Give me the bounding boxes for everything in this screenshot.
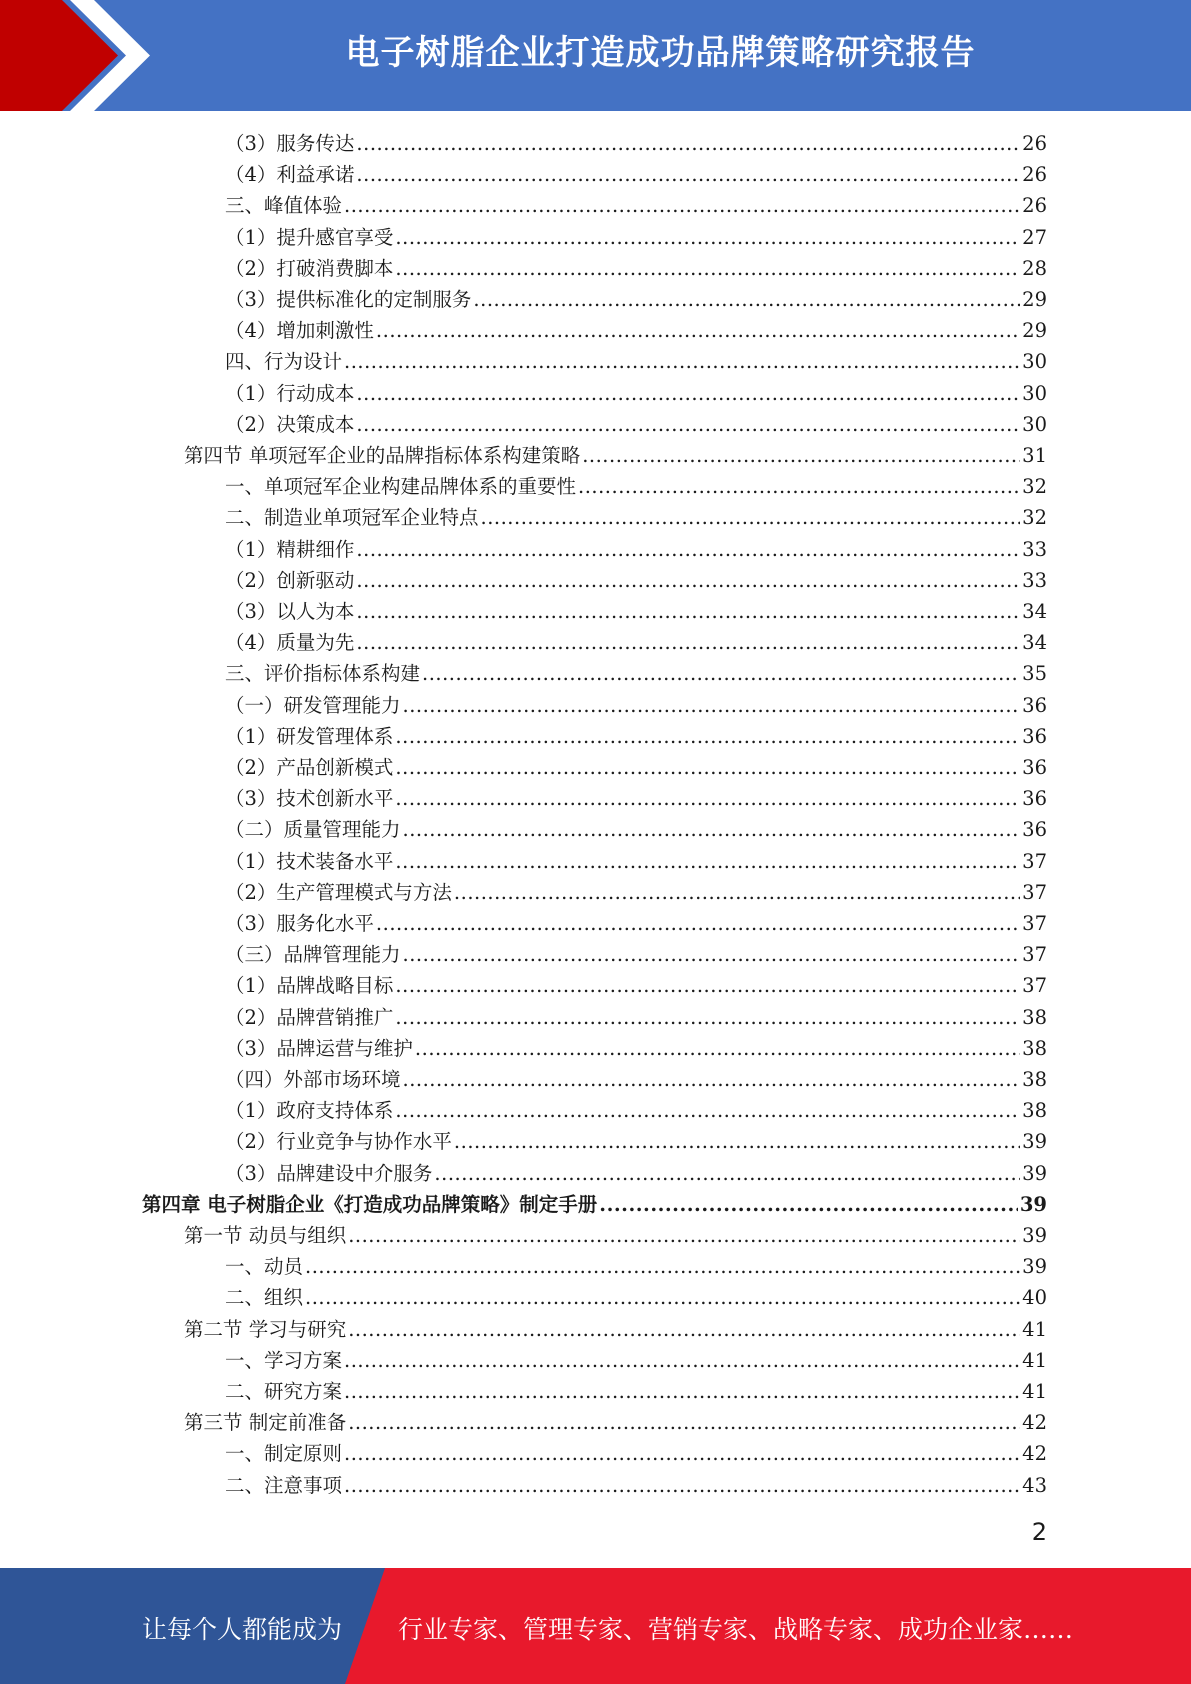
toc-entry[interactable]	[184, 439, 1047, 470]
toc-entry-label: （3）提供标准化的定制服务	[225, 288, 472, 311]
toc-leader-dots	[403, 692, 1021, 720]
toc-entry-label: （2）决策成本	[225, 412, 355, 436]
toc-entry[interactable]	[225, 1281, 1047, 1312]
toc-entry-label: （2）生产管理模式与方法	[225, 880, 452, 904]
toc-entry-label: （1）提升感官享受	[225, 225, 394, 249]
toc-entry[interactable]	[225, 564, 1047, 595]
toc-entry-label: 二、研究方案	[225, 1380, 343, 1403]
toc-entry[interactable]	[225, 1063, 1047, 1094]
toc-leader-dots	[395, 255, 1020, 283]
toc-entry[interactable]	[225, 252, 1047, 283]
toc-leader-dots	[395, 1097, 1020, 1125]
toc-entry-page: 39	[1019, 1192, 1047, 1216]
page-number: 2	[1031, 1518, 1047, 1546]
toc-entry-label: （1）政府支持体系	[225, 1099, 394, 1123]
toc-entry-page: 28	[1022, 256, 1047, 280]
header-arrow-decoration	[0, 0, 150, 111]
toc-leader-dots	[395, 224, 1020, 252]
toc-entry-page: 32	[1022, 475, 1047, 499]
toc-entry[interactable]	[225, 1032, 1047, 1063]
toc-leader-dots	[582, 442, 1020, 470]
footer-slogan-left: 让每个人都能成为	[142, 1615, 343, 1644]
toc-leader-dots	[356, 598, 1020, 626]
toc-leader-dots	[356, 536, 1020, 564]
toc-entry-label: 三、评价指标体系构建	[225, 662, 421, 686]
toc-entry[interactable]	[225, 689, 1047, 720]
toc-entry[interactable]	[225, 158, 1047, 189]
toc-leader-dots	[415, 1035, 1020, 1063]
toc-entry[interactable]	[225, 657, 1047, 688]
toc-entry[interactable]	[225, 595, 1047, 626]
toc-entry-label: （3）品牌建设中介服务	[225, 1161, 433, 1185]
toc-leader-dots	[344, 1347, 1020, 1375]
toc-entry-page: 30	[1022, 412, 1047, 436]
toc-entry-page: 36	[1022, 818, 1047, 842]
toc-entry-label: （4）利益承诺	[225, 163, 355, 187]
toc-leader-dots	[395, 754, 1020, 782]
toc-entry-page: 42	[1022, 1442, 1047, 1466]
toc-leader-dots	[395, 848, 1020, 876]
toc-leader-dots	[356, 629, 1020, 657]
toc-entry-label: （二）质量管理能力	[225, 818, 401, 842]
toc-leader-dots	[422, 660, 1020, 688]
toc-entry[interactable]	[225, 751, 1047, 782]
toc-entry-page: 37	[1022, 912, 1047, 935]
toc-entry[interactable]	[225, 221, 1047, 252]
toc-entry-label: （1）精耕细作	[225, 537, 355, 561]
toc-entry-label: 第三节 制定前准备	[184, 1411, 347, 1435]
toc-entry-page: 36	[1022, 756, 1047, 779]
toc-leader-dots	[376, 910, 1020, 938]
toc-entry-page: 37	[1022, 880, 1047, 904]
toc-leader-dots	[434, 1160, 1020, 1188]
toc-entry-label: 第四章 电子树脂企业《打造成功品牌策略》制定手册	[142, 1192, 598, 1216]
toc-entry-page: 39	[1022, 1130, 1047, 1154]
toc-entry[interactable]	[225, 1094, 1047, 1125]
toc-entry-page: 30	[1022, 350, 1047, 374]
toc-entry-label: （2）创新驱动	[225, 568, 355, 592]
toc-entry-page: 31	[1022, 444, 1047, 467]
toc-entry[interactable]	[184, 1313, 1047, 1344]
toc-entry[interactable]	[225, 189, 1047, 220]
toc-entry[interactable]	[225, 501, 1047, 532]
toc-entry[interactable]	[225, 283, 1047, 314]
toc-entry-label: （1）行动成本	[225, 381, 355, 405]
toc-entry-label: （2）打破消费脚本	[225, 256, 394, 280]
toc-leader-dots	[454, 879, 1020, 907]
toc-entry-page: 30	[1022, 381, 1047, 405]
toc-entry-label: （1）研发管理体系	[225, 724, 394, 748]
toc-entry-page: 39	[1022, 1224, 1047, 1247]
toc-leader-dots	[395, 1004, 1020, 1032]
toc-leader-dots	[344, 348, 1020, 376]
toc-leader-dots	[344, 1378, 1020, 1406]
toc-entry-page: 43	[1022, 1473, 1047, 1497]
toc-entry-label: （三）品牌管理能力	[225, 943, 401, 967]
toc-entry-label: （3）品牌运营与维护	[225, 1036, 413, 1060]
toc-leader-dots	[473, 286, 1020, 314]
toc-entry[interactable]	[225, 907, 1047, 938]
toc-leader-dots	[344, 1472, 1020, 1500]
toc-entry[interactable]	[184, 1406, 1047, 1437]
toc-entry[interactable]	[225, 845, 1047, 876]
toc-leader-dots	[305, 1284, 1020, 1312]
toc-entry-page: 33	[1022, 537, 1047, 561]
toc-entry-page: 26	[1022, 163, 1047, 187]
toc-entry[interactable]	[184, 1219, 1047, 1250]
toc-entry-label: 三、峰值体验	[225, 194, 343, 218]
toc-entry-label: （3）技术创新水平	[225, 787, 394, 811]
toc-leader-dots	[348, 1409, 1020, 1437]
toc-entry[interactable]	[225, 1344, 1047, 1375]
toc-entry-page: 37	[1022, 974, 1047, 998]
toc-leader-dots	[578, 473, 1020, 501]
toc-entry-label: 一、动员	[225, 1255, 304, 1279]
toc-entry-page: 29	[1022, 319, 1047, 343]
toc-entry[interactable]	[225, 314, 1047, 345]
toc-entry[interactable]	[225, 938, 1047, 969]
toc-entry-page: 41	[1022, 1380, 1047, 1403]
toc-entry-page: 39	[1022, 1161, 1047, 1185]
toc-entry[interactable]	[225, 969, 1047, 1000]
toc-entry-page: 41	[1022, 1348, 1047, 1372]
toc-entry-page: 37	[1022, 943, 1047, 967]
toc-leader-dots	[599, 1191, 1018, 1219]
toc-leader-dots	[395, 972, 1020, 1000]
toc-entry[interactable]	[225, 1469, 1047, 1500]
toc-entry-page: 27	[1022, 225, 1047, 249]
toc-leader-dots	[356, 130, 1020, 158]
toc-entry-page: 38	[1022, 1036, 1047, 1060]
toc-leader-dots	[344, 1440, 1020, 1468]
toc-entry[interactable]	[225, 1250, 1047, 1281]
toc-leader-dots	[403, 816, 1021, 844]
toc-leader-dots	[395, 723, 1020, 751]
toc-leader-dots	[376, 317, 1020, 345]
toc-entry-label: （4）增加刺激性	[225, 319, 374, 343]
toc-entry-label: （3）以人为本	[225, 600, 355, 623]
toc-entry-page: 41	[1022, 1317, 1047, 1341]
header-bar	[0, 0, 1191, 111]
toc-entry-page: 40	[1022, 1286, 1047, 1310]
toc-leader-dots	[356, 567, 1020, 595]
toc-entry[interactable]	[225, 408, 1047, 439]
toc-entry-label: （四）外部市场环境	[225, 1068, 401, 1091]
toc-entry-page: 36	[1022, 787, 1047, 811]
toc-entry-page: 37	[1022, 849, 1047, 873]
toc-entry-label: 二、注意事项	[225, 1473, 343, 1497]
toc-entry-label: 第四节 单项冠军企业的品牌指标体系构建策略	[184, 444, 581, 467]
toc-entry-page: 32	[1022, 506, 1047, 530]
toc-entry[interactable]	[225, 1125, 1047, 1156]
toc-entry-label: 二、制造业单项冠军企业特点	[225, 506, 479, 530]
toc-leader-dots	[348, 1316, 1020, 1344]
toc-leader-dots	[348, 1222, 1020, 1250]
toc-entry-label: （2）品牌营销推广	[225, 1005, 394, 1029]
toc-entry[interactable]	[225, 1001, 1047, 1032]
toc-leader-dots	[305, 1253, 1020, 1281]
toc-leader-dots	[481, 504, 1021, 532]
toc-entry-page: 26	[1022, 194, 1047, 218]
toc-entry-label: （1）技术装备水平	[225, 849, 394, 873]
toc-entry[interactable]	[225, 345, 1047, 376]
toc-entry[interactable]	[225, 1157, 1047, 1188]
toc-entry-label: 二、组织	[225, 1286, 304, 1310]
toc-entry[interactable]	[225, 127, 1047, 158]
toc-entry-page: 29	[1022, 288, 1047, 311]
toc-entry-page: 38	[1022, 1068, 1047, 1091]
toc-leader-dots	[356, 380, 1020, 408]
toc-entry[interactable]	[225, 470, 1047, 501]
toc-leader-dots	[344, 192, 1020, 220]
toc-entry-label: （3）服务传达	[225, 132, 355, 155]
toc-entry-label: （1）品牌战略目标	[225, 974, 394, 998]
report-title: 电子树脂企业打造成功品牌策略研究报告	[345, 33, 976, 73]
toc-entry-page: 33	[1022, 568, 1047, 592]
toc-entry-label: 四、行为设计	[225, 350, 343, 374]
toc-entry-label: （4）质量为先	[225, 631, 355, 655]
toc-entry-page: 42	[1022, 1411, 1047, 1435]
toc-leader-dots	[356, 411, 1020, 439]
footer-slogan-right: 行业专家、管理专家、营销专家、战略专家、成功企业家……	[398, 1615, 1074, 1644]
toc-leader-dots	[454, 1128, 1020, 1156]
toc-entry-label: 一、制定原则	[225, 1442, 343, 1466]
toc-entry-label: 第二节 学习与研究	[184, 1317, 347, 1341]
toc-entry-page: 36	[1022, 724, 1047, 748]
toc-entry-label: 一、单项冠军企业构建品牌体系的重要性	[225, 475, 577, 499]
toc-leader-dots	[395, 785, 1020, 813]
toc-leader-dots	[356, 161, 1020, 189]
toc-entry[interactable]	[225, 813, 1047, 844]
toc-entry-page: 34	[1022, 631, 1047, 655]
toc-entry-label: （一）研发管理能力	[225, 693, 401, 717]
toc-entry[interactable]	[225, 1437, 1047, 1468]
toc-entry-label: （2）产品创新模式	[225, 756, 394, 779]
toc-entry-label: （3）服务化水平	[225, 912, 374, 935]
toc-entry-page: 38	[1022, 1099, 1047, 1123]
toc-entry[interactable]	[225, 533, 1047, 564]
toc-entry[interactable]	[225, 876, 1047, 907]
toc-entry[interactable]	[225, 377, 1047, 408]
toc-entry-label: 一、学习方案	[225, 1348, 343, 1372]
toc-entry[interactable]	[142, 1188, 1047, 1219]
toc-entry[interactable]	[225, 720, 1047, 751]
toc-entry-page: 38	[1022, 1005, 1047, 1029]
toc-entry-label: （2）行业竞争与协作水平	[225, 1130, 452, 1154]
toc-leader-dots	[403, 1066, 1021, 1094]
toc-entry-page: 39	[1022, 1255, 1047, 1279]
toc-leader-dots	[403, 941, 1021, 969]
toc-entry[interactable]	[225, 626, 1047, 657]
toc-entry-label: 第一节 动员与组织	[184, 1224, 347, 1247]
toc-entry[interactable]	[225, 1375, 1047, 1406]
toc-entry-page: 34	[1022, 600, 1047, 623]
toc-entry[interactable]	[225, 782, 1047, 813]
toc-entry-page: 36	[1022, 693, 1047, 717]
toc-entry-page: 35	[1022, 662, 1047, 686]
toc-entry-page: 26	[1022, 132, 1047, 155]
